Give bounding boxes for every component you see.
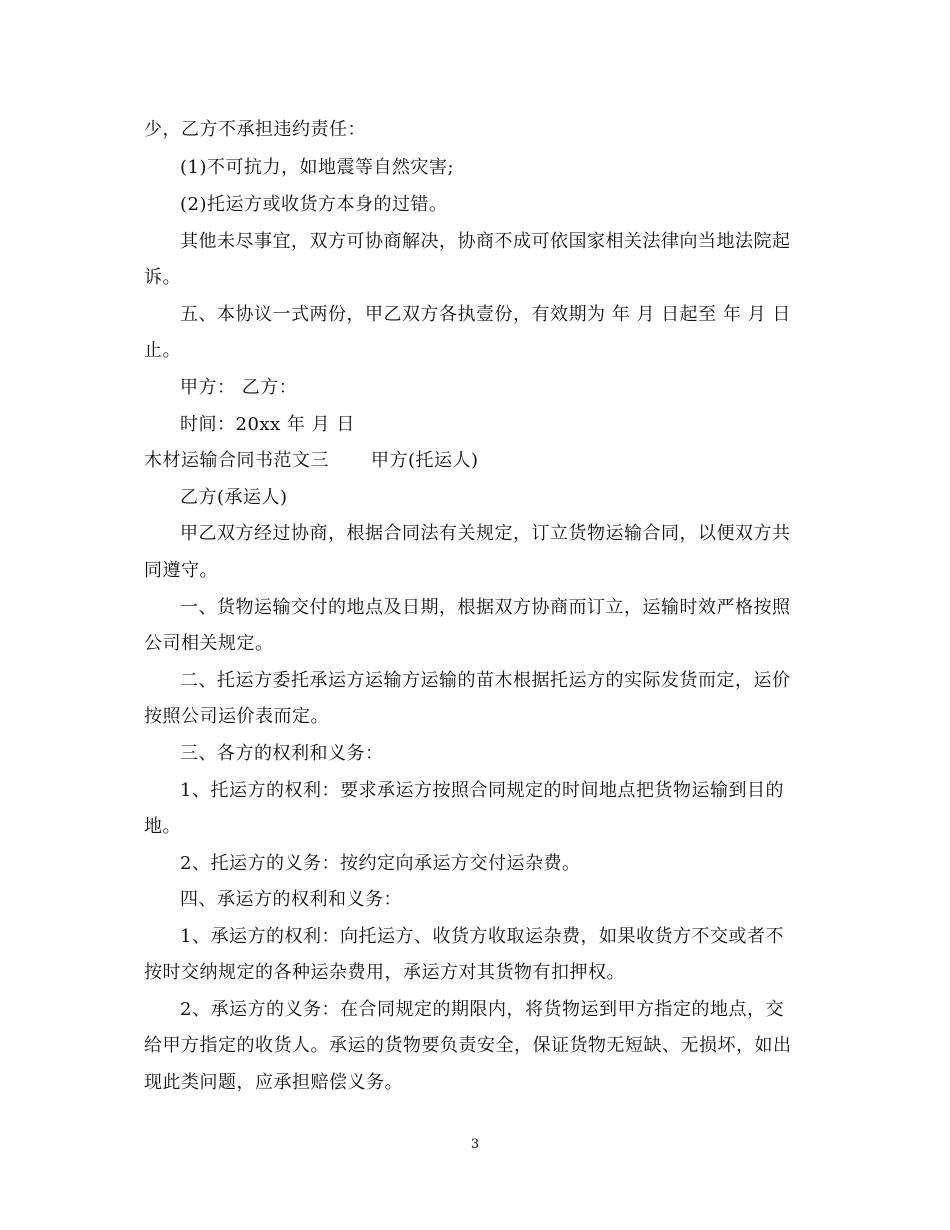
- section-heading-line: [144, 449, 479, 473]
- paragraph-line: (1)不可抗力，如地震等自然灾害;: [180, 157, 455, 178]
- paragraph-line: 1、承运方的权利：向托运方、收货方收取运杂费，如果收货方不交或者不: [180, 926, 784, 947]
- paragraph-line: 按时交纳规定的各种运杂费用，承运方对其货物有扣押权。: [144, 962, 625, 983]
- paragraph-line: 止。: [144, 340, 181, 361]
- signature-line: 甲方： 乙方：: [180, 377, 298, 398]
- paragraph-line: 1、托运方的权利：要求承运方按照合同规定的时间地点把货物运输到目的: [180, 780, 784, 801]
- date-line: 时间：20xx 年 月 日: [180, 414, 355, 435]
- paragraph-line: 四、承运方的权利和义务：: [180, 889, 402, 910]
- paragraph-line: 五、本协议一式两份，甲乙双方各执壹份，有效期为 年 月 日起至 年 月 日: [180, 304, 791, 325]
- paragraph-line: 公司相关规定。: [144, 633, 274, 654]
- section-title: 木材运输合同书范文三: [144, 450, 329, 471]
- paragraph-line: 现此类问题，应承担赔偿义务。: [144, 1072, 403, 1093]
- paragraph-line: 诉。: [144, 267, 181, 288]
- party-b-label: 乙方(承运人): [180, 487, 288, 508]
- paragraph-line: 地。: [144, 816, 181, 837]
- paragraph-line: 甲乙双方经过协商，根据合同法有关规定，订立货物运输合同，以便双方共: [180, 523, 791, 544]
- party-a-label: 甲方(托运人): [371, 450, 479, 471]
- paragraph-line: 三、各方的权利和义务：: [180, 743, 384, 764]
- paragraph-line: 2、承运方的义务：在合同规定的期限内，将货物运到甲方指定的地点，交: [180, 999, 784, 1020]
- paragraph-line: 一、货物运输交付的地点及日期，根据双方协商而订立，运输时效严格按照: [180, 597, 791, 618]
- page-number: 3: [470, 1137, 480, 1152]
- paragraph-line: 二、托运方委托承运方运输方运输的苗木根据托运方的实际发货而定，运价: [180, 670, 791, 691]
- paragraph-line: 同遵守。: [144, 560, 218, 581]
- paragraph-line: 其他未尽事宜，双方可协商解决，协商不成可依国家相关法律向当地法院起: [180, 231, 791, 252]
- paragraph-line: 少，乙方不承担违约责任：: [144, 119, 366, 140]
- paragraph-line: 给甲方指定的收货人。承运的货物要负责安全，保证货物无短缺、无损坏，如出: [144, 1035, 792, 1056]
- paragraph-line: 2、托运方的义务：按约定向承运方交付运杂费。: [180, 853, 581, 874]
- paragraph-line: 按照公司运价表而定。: [144, 706, 329, 727]
- paragraph-line: (2)托运方或收货方本身的过错。: [180, 194, 448, 215]
